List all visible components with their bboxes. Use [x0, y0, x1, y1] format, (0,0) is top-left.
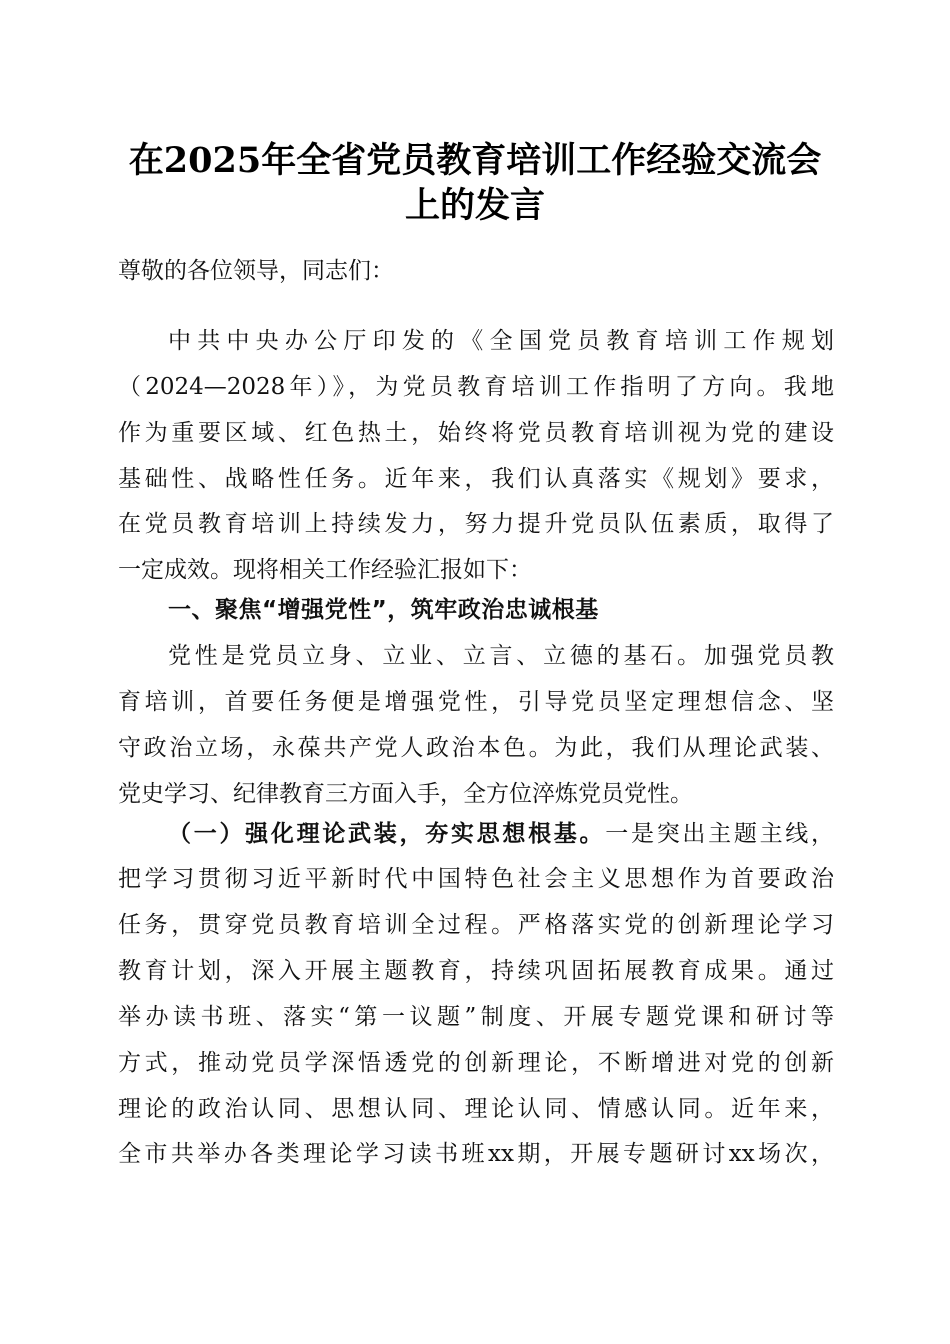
intro-line-6: 一定成效。现将相关工作经验汇报如下： [118, 557, 532, 583]
subsection-1-bold-lead: （一）强化理论武装，夯实思想根基。 [168, 820, 606, 847]
section-1-line-1: 党性是党员立身、立业、立言、立德的基石。加强党员教 [168, 643, 834, 669]
subsection-1-first-line [168, 819, 834, 849]
subsection-1-line-2: 把学习贯彻习近平新时代中国特色社会主义思想作为首要政治 [118, 866, 834, 892]
intro-line-1: 中共中央办公厅印发的《全国党员教育培训工作规划 [168, 328, 834, 354]
section-1-line-3: 守政治立场，永葆共产党人政治本色。为此，我们从理论武装、 [118, 735, 834, 761]
document-title-line-1: 在2025年全省党员教育培训工作经验交流会 [128, 140, 822, 181]
subsection-1-first-line-rest: 一是突出主题主线， [605, 821, 835, 847]
salutation: 尊敬的各位领导，同志们： [118, 258, 394, 284]
section-1-heading: 一、聚焦“增强党性”，筑牢政治忠诚根基 [168, 597, 599, 623]
intro-line-3: 作为重要区域、红色热土，始终将党员教育培训视为党的建设 [118, 420, 834, 446]
section-1-line-2: 育培训，首要任务便是增强党性，引导党员坚定理想信念、坚 [118, 689, 834, 715]
subsection-1-line-3: 任务，贯穿党员教育培训全过程。严格落实党的创新理论学习 [118, 912, 834, 938]
intro-line-5: 在党员教育培训上持续发力，努力提升党员队伍素质，取得了 [118, 511, 834, 537]
subsection-1-line-6: 方式，推动党员学深悟透党的创新理论，不断增进对党的创新 [118, 1050, 834, 1076]
intro-line-2: （2024—2028年）》，为党员教育培训工作指明了方向。我地 [118, 374, 834, 400]
subsection-1-line-4: 教育计划，深入开展主题教育，持续巩固拓展教育成果。通过 [118, 958, 834, 984]
subsection-1-line-7: 理论的政治认同、思想认同、理论认同、情感认同。近年来， [118, 1096, 834, 1122]
intro-line-4: 基础性、战略性任务。近年来，我们认真落实《规划》要求， [118, 466, 834, 492]
subsection-1-line-5: 举办读书班、落实“第一议题”制度、开展专题党课和研讨等 [118, 1004, 834, 1030]
section-1-line-4: 党史学习、纪律教育三方面入手，全方位淬炼党员党性。 [118, 781, 693, 807]
document-title-line-2: 上的发言 [404, 185, 545, 226]
subsection-1-line-8: 全市共举办各类理论学习读书班xx期，开展专题研讨xx场次， [118, 1141, 834, 1167]
